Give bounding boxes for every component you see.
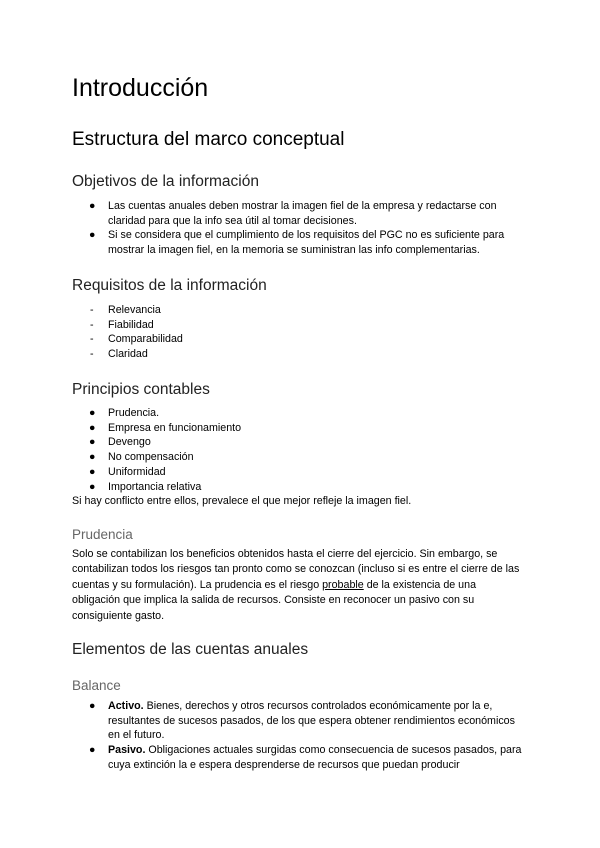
list-item-text: Empresa en funcionamiento xyxy=(108,421,242,434)
list-item-text: Si se considera que el cumplimiento de los requisitos del PGC no es suficiente para mostrar la imagen fiel, en la memoria se suministran las info complementarias. xyxy=(108,229,505,257)
list-item xyxy=(72,699,524,743)
definition-activo: Bienes, derechos y otros recursos controlados económicamente por la e, resultantes de sucesos pasados, de los que espera obtener rendimientos económicos en el futuro. xyxy=(108,700,515,742)
bullet-marker: ● xyxy=(89,451,96,464)
list-item xyxy=(72,332,524,347)
principios-list xyxy=(72,406,524,494)
list-item xyxy=(72,743,524,772)
list-item-text: Comparabilidad xyxy=(108,333,183,346)
bullet-marker: ● xyxy=(89,480,96,493)
prudencia-underlined-word: probable xyxy=(322,578,364,591)
bullet-marker: ● xyxy=(89,200,96,212)
section-heading-estructura: Estructura del marco conceptual xyxy=(72,129,345,150)
list-item-text: Relevancia xyxy=(108,304,161,316)
term-activo: Activo. xyxy=(108,700,144,712)
list-item-text: Claridad xyxy=(108,348,148,361)
bullet-marker: ● xyxy=(89,407,96,419)
list-item-text: No compensación xyxy=(108,451,194,464)
heading-requisitos: Requisitos de la información xyxy=(72,277,267,294)
list-item xyxy=(72,480,524,495)
heading-prudencia xyxy=(72,526,133,544)
list-item xyxy=(72,318,524,333)
heading-objetivos: Objetivos de la información xyxy=(72,173,259,190)
requisitos-list xyxy=(72,303,524,362)
balance-list xyxy=(72,699,524,773)
heading-balance: Balance xyxy=(72,678,121,693)
list-item-text: Prudencia. xyxy=(108,407,160,419)
bullet-marker: ● xyxy=(89,421,96,434)
list-item xyxy=(72,465,524,480)
dash-marker: - xyxy=(90,318,94,331)
prudencia-text-after: de la existencia de una obligación que implica la salida de recursos. Consiste en reconocer un pasivo con su consiguiente gasto. xyxy=(72,578,477,622)
list-item-text: Uniformidad xyxy=(108,465,166,478)
dash-marker: - xyxy=(90,348,94,361)
list-item xyxy=(72,450,524,465)
heading-elementos: Elementos de las cuentas anuales xyxy=(72,641,309,658)
list-item xyxy=(72,421,524,436)
list-item xyxy=(72,199,524,228)
heading-principios: Principios contables xyxy=(72,381,210,398)
list-item xyxy=(72,228,524,257)
list-item xyxy=(72,406,524,421)
list-item-text: Importancia relativa xyxy=(108,480,202,493)
bullet-marker: ● xyxy=(89,436,96,449)
bullet-marker: ● xyxy=(89,744,96,757)
dash-marker: - xyxy=(90,304,94,316)
prudencia-text-before: Solo se contabilizan los beneficios obtenidos hasta el cierre del ejercicio. Sin embargo, se contabilizan todos los riesgos tan pronto como se conozcan (incluso si es entre el cierre de las cuentas y su formulación). La prudencia es el riesgo xyxy=(72,548,520,591)
dash-marker: - xyxy=(90,333,94,346)
definition-pasivo: Obligaciones actuales surgidas como consecuencia de sucesos pasados, para cuya extinción la e espera desprenderse de recursos que puedan producir xyxy=(108,744,522,771)
heading-prudencia-text: Prudencia xyxy=(72,527,133,542)
principios-note: Si hay conflicto entre ellos, prevalece el que mejor refleje la imagen fiel. xyxy=(72,495,412,507)
bullet-marker: ● xyxy=(89,465,96,478)
list-item-text: Devengo xyxy=(108,436,151,449)
term-pasivo: Pasivo. xyxy=(108,744,146,757)
list-item-text: Las cuentas anuales deben mostrar la imagen fiel de la empresa y redactarse con claridad para que la info sea útil al tomar decisiones. xyxy=(108,200,497,227)
prudencia-paragraph xyxy=(72,547,524,624)
list-item xyxy=(72,303,524,318)
list-item xyxy=(72,347,524,362)
list-item-text: Fiabilidad xyxy=(108,318,154,331)
bullet-marker: ● xyxy=(89,229,96,242)
page-title: Introducción xyxy=(72,74,209,102)
list-item xyxy=(72,435,524,450)
bullet-marker: ● xyxy=(89,700,96,712)
objetivos-list xyxy=(72,199,524,258)
